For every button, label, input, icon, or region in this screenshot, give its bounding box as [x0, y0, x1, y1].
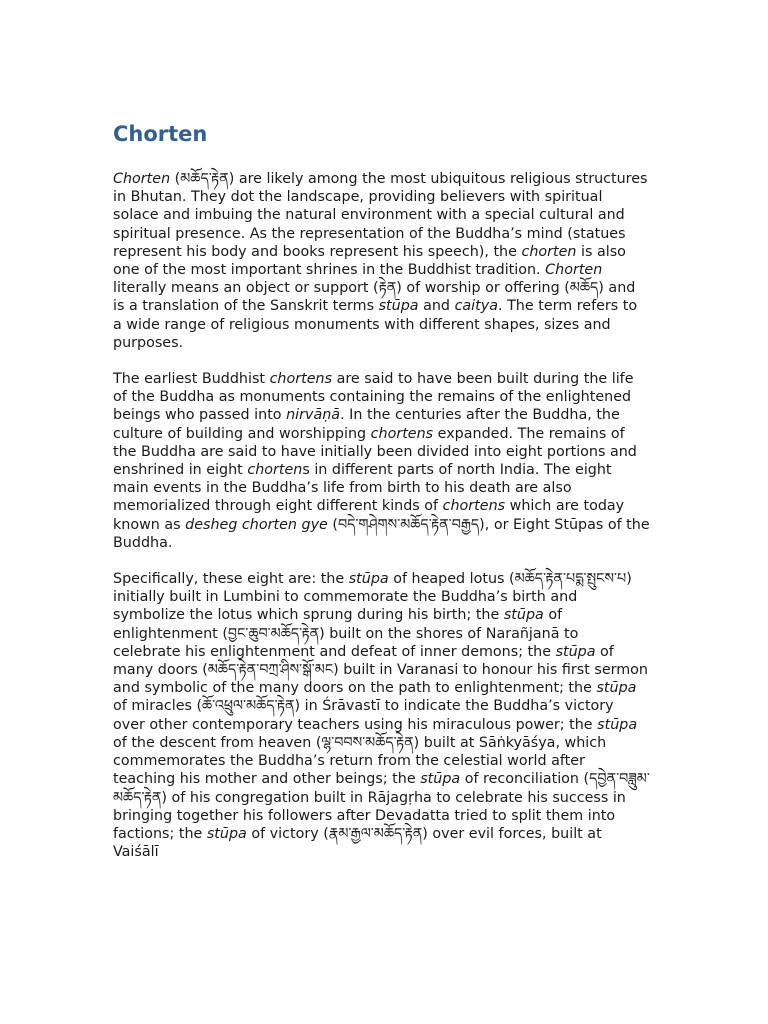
text-run: of reconciliation (དབྱེན་བཟླུམ་མཆོད་རྟེན) of his congregation built in Rājagṛha to celebrate his success in bringing together his followers after Devadatta tried to split them into factions; the — [113, 771, 650, 842]
text-run: of victory (རྣམ་རྒྱལ་མཆོད་རྟེན) over evil forces, built at Vaiśālī — [113, 825, 602, 861]
text-run: chortens — [269, 371, 333, 388]
text-run: literally means an object or support (རྟེན) of worship or offering (མཆོད) and is a translation of the Sanskrit terms — [113, 280, 636, 315]
text-run: stūpa — [348, 571, 389, 588]
text-run: (བདེ་གཤེགས་མཆོད་རྟེན་བརྒྱད), or Eight Stūpas of the Buddha. — [113, 516, 650, 551]
text-run: of many doors (མཆོད་རྟེན་བཀྲ་ཤིས་སྒོ་མང) built in Varanasi to honour his first sermon and symbolic of the many doors on the path to enlightenment; the — [113, 643, 648, 697]
text-run: stūpa — [597, 716, 638, 733]
text-run: of miracles (ཆོ་འཕྲུལ་མཆོད་རྟེན) in Śrāvastī to indicate the Buddha’s victory over other contemporary teachers using his miraculous power; the — [113, 698, 614, 733]
text-run: of the descent from heaven (ལྷ་བབས་མཆོད་རྟེན) built at Sāṅkyāśya, which commemorates the Buddha’s return from the celestial world after teaching his mother and other beings; the — [113, 734, 607, 788]
text-run: is also one of the most important shrines in the Buddhist tradition. — [113, 243, 626, 279]
text-run: stūpa — [420, 771, 461, 788]
text-run: caitya — [454, 298, 498, 315]
text-run: Chorten — [113, 171, 171, 187]
text-run: stūpa — [206, 825, 247, 842]
text-run: stūpa — [596, 680, 637, 697]
text-run: of enlightenment (བྱང་ཆུབ་མཆོད་རྟེན) built on the shores of Narañjanā to celebrate his enlightenment and defeat of inner demons; the — [113, 607, 579, 660]
text-run: nirvāṇā — [286, 407, 341, 424]
text-run: Chorten — [545, 262, 603, 279]
text-run: desheg chorten gye — [185, 516, 328, 533]
text-run: and — [418, 298, 455, 315]
text-run: chortens — [370, 425, 434, 442]
text-run: . In the centuries after the Buddha, the culture of building and worshipping — [113, 407, 620, 442]
page-title: Chorten — [113, 122, 208, 146]
text-run: chorten — [247, 462, 303, 479]
text-run: which are today known as — [113, 498, 625, 533]
text-run: stūpa — [378, 298, 419, 315]
text-run: chorten — [521, 243, 577, 260]
text-run: stūpa — [555, 643, 596, 660]
text-run: stūpa — [503, 607, 544, 624]
text-run: expanded. The remains of the Buddha are said to have initially been divided into eight portions and enshrined in eight — [113, 425, 637, 479]
text-run: chortens — [442, 498, 506, 515]
paragraph-1 — [113, 170, 650, 352]
text-run: . The term refers to a wide range of religious monuments with different shapes, sizes and purposes. — [113, 298, 638, 351]
text-run: are said to have been built during the life of the Buddha as monuments containing the remains of the enlightened beings who passed into — [113, 371, 634, 424]
text-run: (མཆོད་རྟེན) are likely among the most ubiquitous religious structures in Bhutan. They dot the landscape, providing believers with spiritual solace and imbuing the natural environment with a special cultural and spiritual presence. As the representation of the Buddha’s mind (statues represent his body and books represent his speech), the — [113, 171, 648, 260]
text-run: s in different parts of north India. The eight main events in the Buddha’s life from birth to his death are also memorialized through eight different kinds of — [113, 462, 612, 515]
text-run: of heaped lotus (མཆོད་རྟེན་པདྨ་སྤུངས་པ) initially built in Lumbini to commemorate the Buddha’s birth and symbolize the lotus which sprung during his birth; the — [113, 571, 632, 624]
text-run: Specifically, these eight are: the — [113, 571, 349, 588]
text-run: The earliest Buddhist — [113, 371, 270, 388]
paragraph-3 — [113, 570, 650, 861]
paragraph-2 — [113, 370, 650, 552]
